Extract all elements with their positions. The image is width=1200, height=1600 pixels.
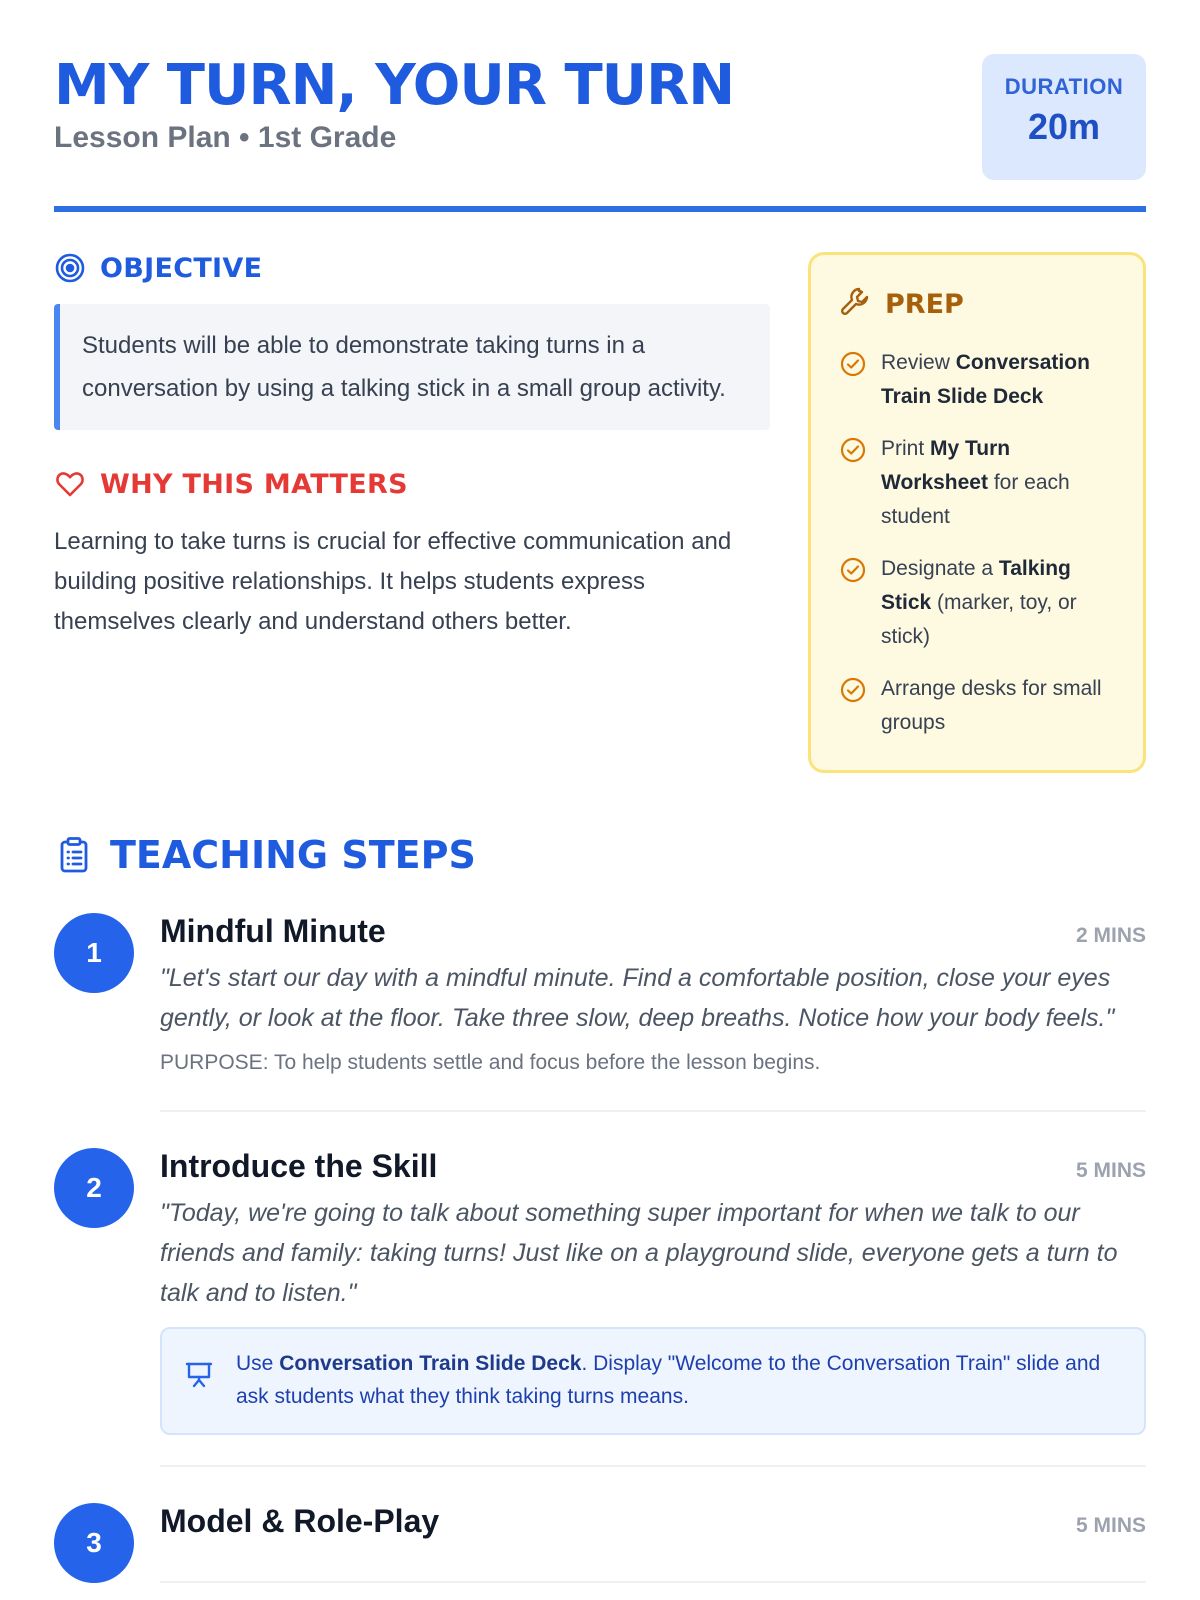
check-circle-icon (839, 556, 867, 595)
prep-item-text: Print My Turn Worksheet for each student (881, 437, 1070, 528)
step-header (160, 913, 1146, 950)
step-duration: 5 MINS (1075, 1514, 1146, 1537)
step-body (160, 913, 1146, 1112)
prep-item-text: Arrange desks for small groups (881, 677, 1102, 734)
step-body (160, 1148, 1146, 1467)
prep-item (839, 432, 1117, 534)
prep-item (839, 346, 1117, 414)
resource-note (160, 1327, 1146, 1435)
duration-label: DURATION (1004, 74, 1124, 99)
step-number: 1 (54, 913, 134, 993)
step-script: "Today, we're going to talk about something super important for when we talk to our friends and family: taking turns! Just like on a playground slide, everyone gets a turn to talk and to listen." (160, 1199, 1118, 1307)
step-header (160, 1148, 1146, 1185)
step-duration: 2 MINS (1075, 924, 1146, 947)
objective-heading (54, 252, 770, 284)
step-body (160, 1503, 1146, 1583)
duration-value: 20m (1027, 106, 1101, 147)
step-script: "Let's start our day with a mindful minute. Find a comfortable position, close your eyes gently, or look at the floor. Take three slow, deep breaths. Notice how your body feels." (160, 964, 1115, 1032)
step-item (54, 913, 1146, 1112)
teaching-steps-heading (54, 833, 1146, 877)
left-column (54, 252, 770, 773)
title-block (54, 54, 734, 156)
presentation-icon (184, 1359, 214, 1399)
prep-heading (839, 285, 1117, 324)
prep-heading-label: PREP (885, 289, 964, 320)
step-title: Mindful Minute (160, 913, 386, 949)
header (54, 54, 1146, 212)
prep-list (839, 346, 1117, 740)
prep-item-text: Designate a Talking Stick (marker, toy, or stick) (881, 557, 1077, 648)
prep-item (839, 672, 1117, 740)
objective-text: Students will be able to demonstrate taking turns in a conversation by using a talking stick in a small group activity. (54, 304, 770, 430)
step-item (54, 1503, 1146, 1583)
step-duration: 5 MINS (1075, 1159, 1146, 1182)
target-icon (54, 252, 86, 284)
step-number: 2 (54, 1148, 134, 1228)
prep-card (808, 252, 1146, 773)
page-title: MY TURN, YOUR TURN (54, 53, 735, 118)
step-item (54, 1148, 1146, 1467)
prep-item-text: Review Conversation Train Slide Deck (881, 351, 1090, 408)
why-heading-label: WHY THIS MATTERS (100, 468, 408, 500)
duration-badge (982, 54, 1146, 180)
step-number: 3 (54, 1503, 134, 1583)
resource-note-text: Use Conversation Train Slide Deck. Display "Welcome to the Conversation Train" slide and ask students what they think taking turns means. (236, 1352, 1101, 1408)
step-title: Model & Role-Play (160, 1503, 440, 1539)
step-header (160, 1503, 1146, 1540)
objective-heading-label: OBJECTIVE (100, 252, 263, 284)
prep-item (839, 552, 1117, 654)
why-heading (54, 468, 770, 500)
check-circle-icon (839, 436, 867, 475)
step-purpose: PURPOSE: To help students settle and focus before the lesson begins. (160, 1051, 821, 1074)
page-subtitle: Lesson Plan • 1st Grade (54, 121, 397, 154)
check-circle-icon (839, 676, 867, 715)
clipboard-list-icon (54, 835, 94, 875)
overview-section (54, 252, 1146, 773)
why-text: Learning to take turns is crucial for effective communication and building positive relationships. It helps students express themselves clearly and understand others better. (54, 528, 732, 635)
right-column (808, 252, 1146, 773)
wrench-icon (839, 285, 871, 324)
check-circle-icon (839, 350, 867, 389)
heart-icon (54, 468, 86, 500)
step-title: Introduce the Skill (160, 1148, 438, 1184)
teaching-steps-heading-label: TEACHING STEPS (110, 833, 476, 877)
